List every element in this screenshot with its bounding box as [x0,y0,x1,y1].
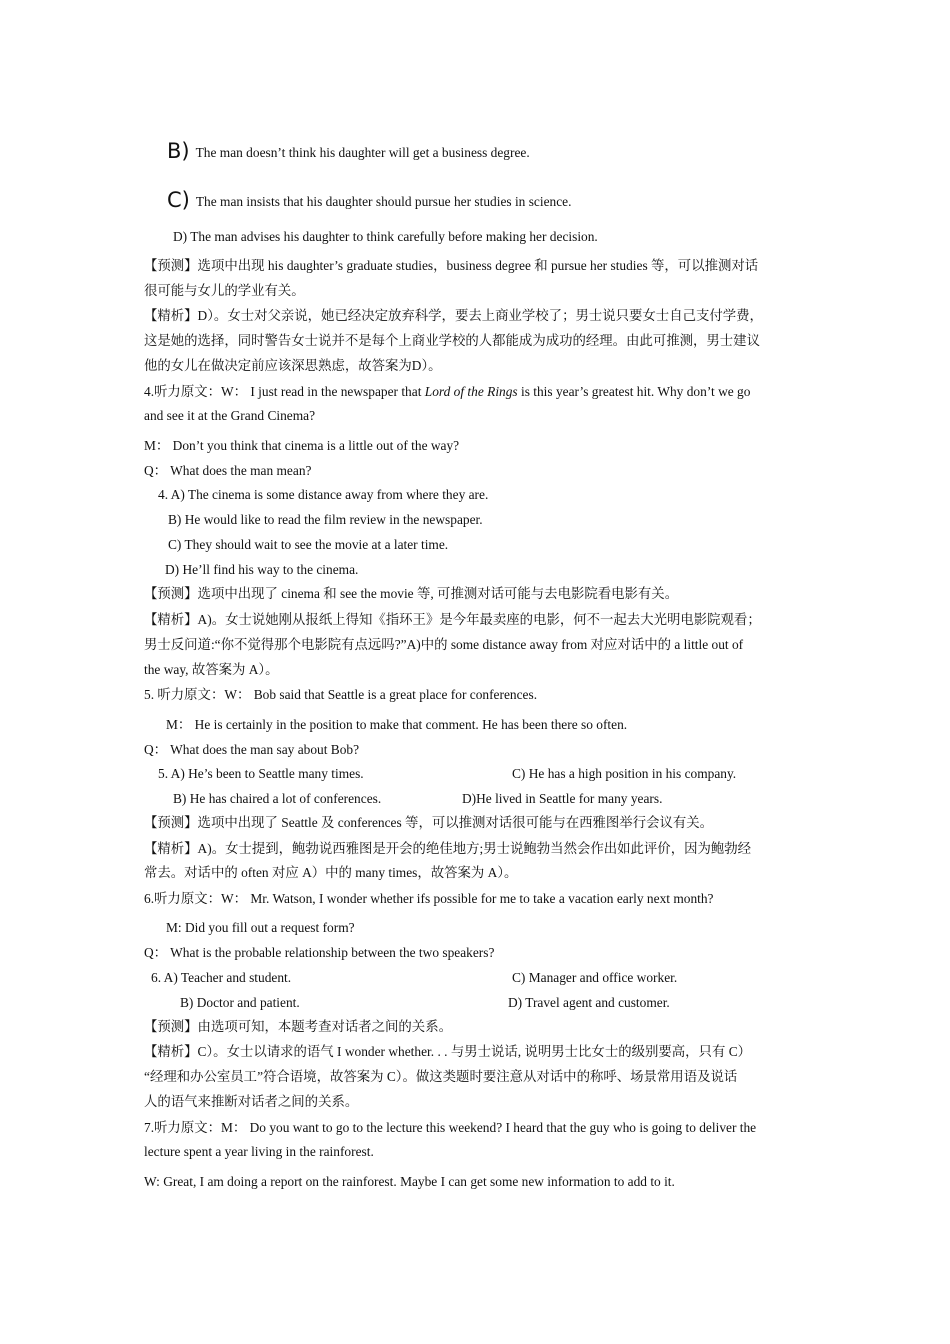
q6-analysis-line1: 【精析】C）。女士以请求的语气 I wonder whether. . . 与男士说话, 说明男士比女士的级别要高，只有 C） [144,1044,752,1059]
q6-option-b: B) Doctor and patient. [180,995,300,1010]
q6-analysis-line3: 人的语气来推断对话者之间的关系。 [144,1094,359,1109]
q3-option-c [167,187,571,211]
q4-question: Q： What does the man mean? [144,463,312,478]
q5-script: 5. 听力原文：W： Bob said that Seattle is a great place for conferences. [144,687,538,702]
q4-script-pre: 4.听力原文：W： I just read in the newspaper that [144,384,425,399]
q3-option-b [167,138,530,162]
q6-option-d: D) Travel agent and customer. [508,995,670,1010]
q7-woman-line: W: Great, I am doing a report on the rainforest. Maybe I can get some new information to add to it. [144,1174,675,1189]
q3-analysis-line2: 这是她的选择，同时警告女士说并不是每个上商业学校的人都能成为成功的经理。由此可推测，男士建议 [144,333,760,348]
q4-script-line1 [144,383,750,401]
q6-predict: 【预测】由选项可知，本题考查对话者之间的关系。 [144,1019,452,1034]
q5-option-c: C) He has a high position in his company. [512,766,737,781]
q3-predict-line2: 很可能与女儿的学业有关。 [144,283,305,298]
q4-movie-title: Lord of the Rings [424,384,518,399]
q6-script: 6.听力原文：W： Mr. Watson, I wonder whether ifs possible for me to take a vacation early next month? [144,891,714,906]
q6-analysis-line2: “经理和办公室员工”符合语境，故答案为 C）。做这类题时要注意从对话中的称呼、场景常用语及说话 [144,1069,738,1084]
q4-analysis-line3: the way, 故答案为 A）。 [144,662,279,677]
q3-predict-line1: 【预测】选项中出现 his daughter’s graduate studies，business degree 和 pursue her studies 等，可以推测对话 [144,258,759,273]
q4-option-a: 4. A) The cinema is some distance away from where they are. [158,487,489,502]
q4-option-b: B) He would like to read the film review in the newspaper. [168,512,483,527]
q3-option-b-letter: B) [167,139,190,163]
q7-script-line1: 7.听力原文：M： Do you want to go to the lecture this weekend? I heard that the guy who is going to deliver the [144,1120,757,1135]
q6-man-line: M: Did you fill out a request form? [166,920,355,935]
q5-predict: 【预测】选项中出现了 Seattle 及 conferences 等，可以推测对话很可能与在西雅图举行会议有关。 [144,815,714,830]
q4-option-d: D) He’ll find his way to the cinema. [165,562,359,577]
q5-analysis-line1: 【精析】A)。女士提到，鲍勃说西雅图是开会的绝佳地方;男士说鲍勃当然会作出如此评价，因为鲍勃经 [144,841,752,856]
q4-script-post: is this year’s greatest hit. Why don’t we go [517,384,751,399]
q3-option-c-text: The man insists that his daughter should pursue her studies in science. [195,194,572,209]
q5-man-line: M： He is certainly in the position to make that comment. He has been there so often. [166,717,628,732]
q3-option-c-letter: C) [167,188,190,212]
q5-question: Q： What does the man say about Bob? [144,742,360,757]
q4-option-c: C) They should wait to see the movie at a later time. [168,537,449,552]
q3-option-b-text: The man doesn’t think his daughter will get a business degree. [195,145,530,160]
q4-analysis-line2: 男士反问道:“你不觉得那个电影院有点远吗?”A)中的 some distance away from 对应对话中的 a little out of [144,637,744,652]
q5-option-d: D)He lived in Seattle for many years. [462,791,663,806]
q4-man-line: M： Don’t you think that cinema is a little out of the way? [144,438,460,453]
q3-analysis-line3: 他的女儿在做决定前应该深思熟虑，故答案为D）。 [144,358,442,373]
q4-analysis-line1: 【精析】A)。女士说她刚从报纸上得知《指环王》是今年最卖座的电影，何不一起去大光明电影院观看； [144,612,761,627]
q5-option-a: 5. A) He’s been to Seattle many times. [158,766,364,781]
q6-option-c: C) Manager and office worker. [512,970,678,985]
q6-question: Q： What is the probable relationship between the two speakers? [144,945,495,960]
q4-predict: 【预测】选项中出现了 cinema 和 see the movie 等, 可推测对话可能与去电影院看电影有关。 [144,586,679,601]
q5-option-b: B) He has chaired a lot of conferences. [173,791,382,806]
q3-option-d: D) The man advises his daughter to think carefully before making her decision. [173,229,598,244]
q7-script-line2: lecture spent a year living in the rainforest. [144,1144,374,1159]
q3-analysis-line1: 【精析】D）。女士对父亲说，她已经决定放弃科学，要去上商业学校了；男士说只要女士自己支付学费， [144,308,763,323]
q6-option-a: 6. A) Teacher and student. [151,970,292,985]
q5-analysis-line2: 常去。对话中的 often 对应 A）中的 many times，故答案为 A）。 [144,865,518,880]
q4-script-line2: and see it at the Grand Cinema? [144,408,316,423]
